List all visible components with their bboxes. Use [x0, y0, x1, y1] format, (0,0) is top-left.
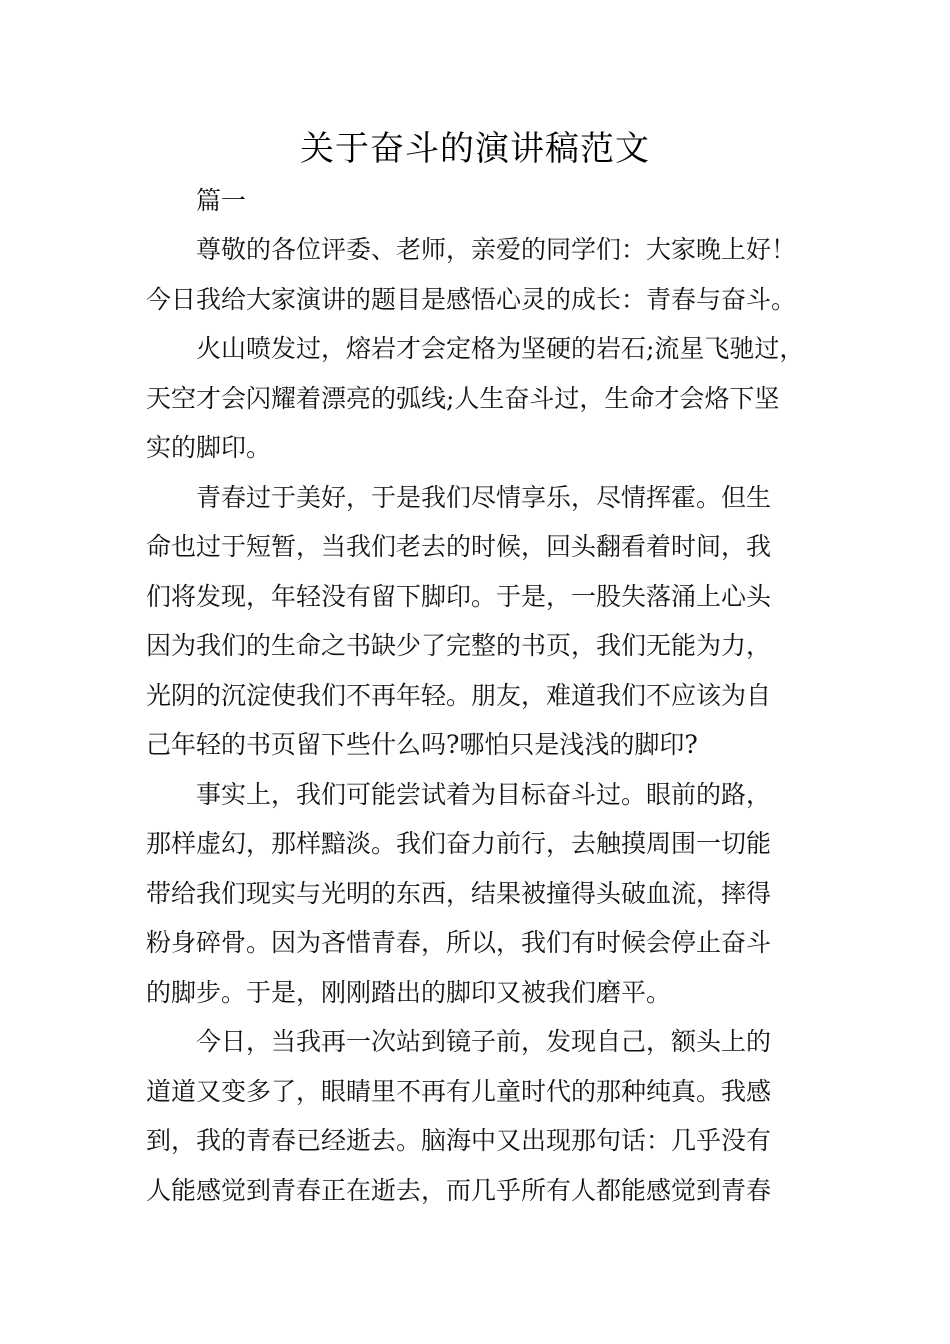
paragraph-line: 的脚步。于是，刚刚踏出的脚印又被我们磨平。 — [146, 978, 672, 1007]
paragraph-line: 尊敬的各位评委、老师，亲爱的同学们：大家晚上好！ — [196, 235, 797, 264]
paragraph-line: 光阴的沉淀使我们不再年轻。朋友，难道我们不应该为自 — [146, 681, 772, 710]
paragraph-line: 道道又变多了，眼睛里不再有儿童时代的那种纯真。我感 — [146, 1077, 772, 1106]
paragraph-line: 青春过于美好，于是我们尽情享乐，尽情挥霍。但生 — [196, 483, 772, 512]
paragraph-line: 因为我们的生命之书缺少了完整的书页，我们无能为力， — [146, 631, 772, 660]
paragraph-line: 天空才会闪耀着漂亮的弧线;人生奋斗过，生命才会烙下坚 — [146, 384, 780, 413]
paragraph-line: 己年轻的书页留下些什么吗?哪怕只是浅浅的脚印? — [146, 730, 698, 759]
document-title: 关于奋斗的演讲稿范文 — [300, 129, 650, 169]
paragraph-line: 们将发现，年轻没有留下脚印。于是，一股失落涌上心头 — [146, 582, 772, 611]
paragraph-line: 今日我给大家演讲的题目是感悟心灵的成长：青春与奋斗。 — [146, 285, 797, 314]
paragraph-line: 事实上，我们可能尝试着为目标奋斗过。眼前的路， — [196, 780, 772, 809]
paragraph-line: 火山喷发过，熔岩才会定格为坚硬的岩石;流星飞驰过， — [196, 334, 805, 363]
paragraph-line: 今日，当我再一次站到镜子前，发现自己，额头上的 — [196, 1027, 772, 1056]
paragraph-line: 实的脚印。 — [146, 433, 272, 462]
paragraph-line: 带给我们现实与光明的东西，结果被撞得头破血流，摔得 — [146, 879, 772, 908]
paragraph-line: 粉身碎骨。因为吝惜青春，所以，我们有时候会停止奋斗 — [146, 928, 772, 957]
paragraph-line: 到，我的青春已经逝去。脑海中又出现那句话：几乎没有 — [146, 1126, 772, 1155]
paragraph-line: 那样虚幻，那样黯淡。我们奋力前行，去触摸周围一切能 — [146, 829, 772, 858]
paragraph-line: 人能感觉到青春正在逝去，而几乎所有人都能感觉到青春 — [146, 1176, 772, 1205]
paragraph-line: 命也过于短暂，当我们老去的时候，回头翻看着时间，我 — [146, 532, 772, 561]
section-heading: 篇一 — [196, 186, 247, 215]
